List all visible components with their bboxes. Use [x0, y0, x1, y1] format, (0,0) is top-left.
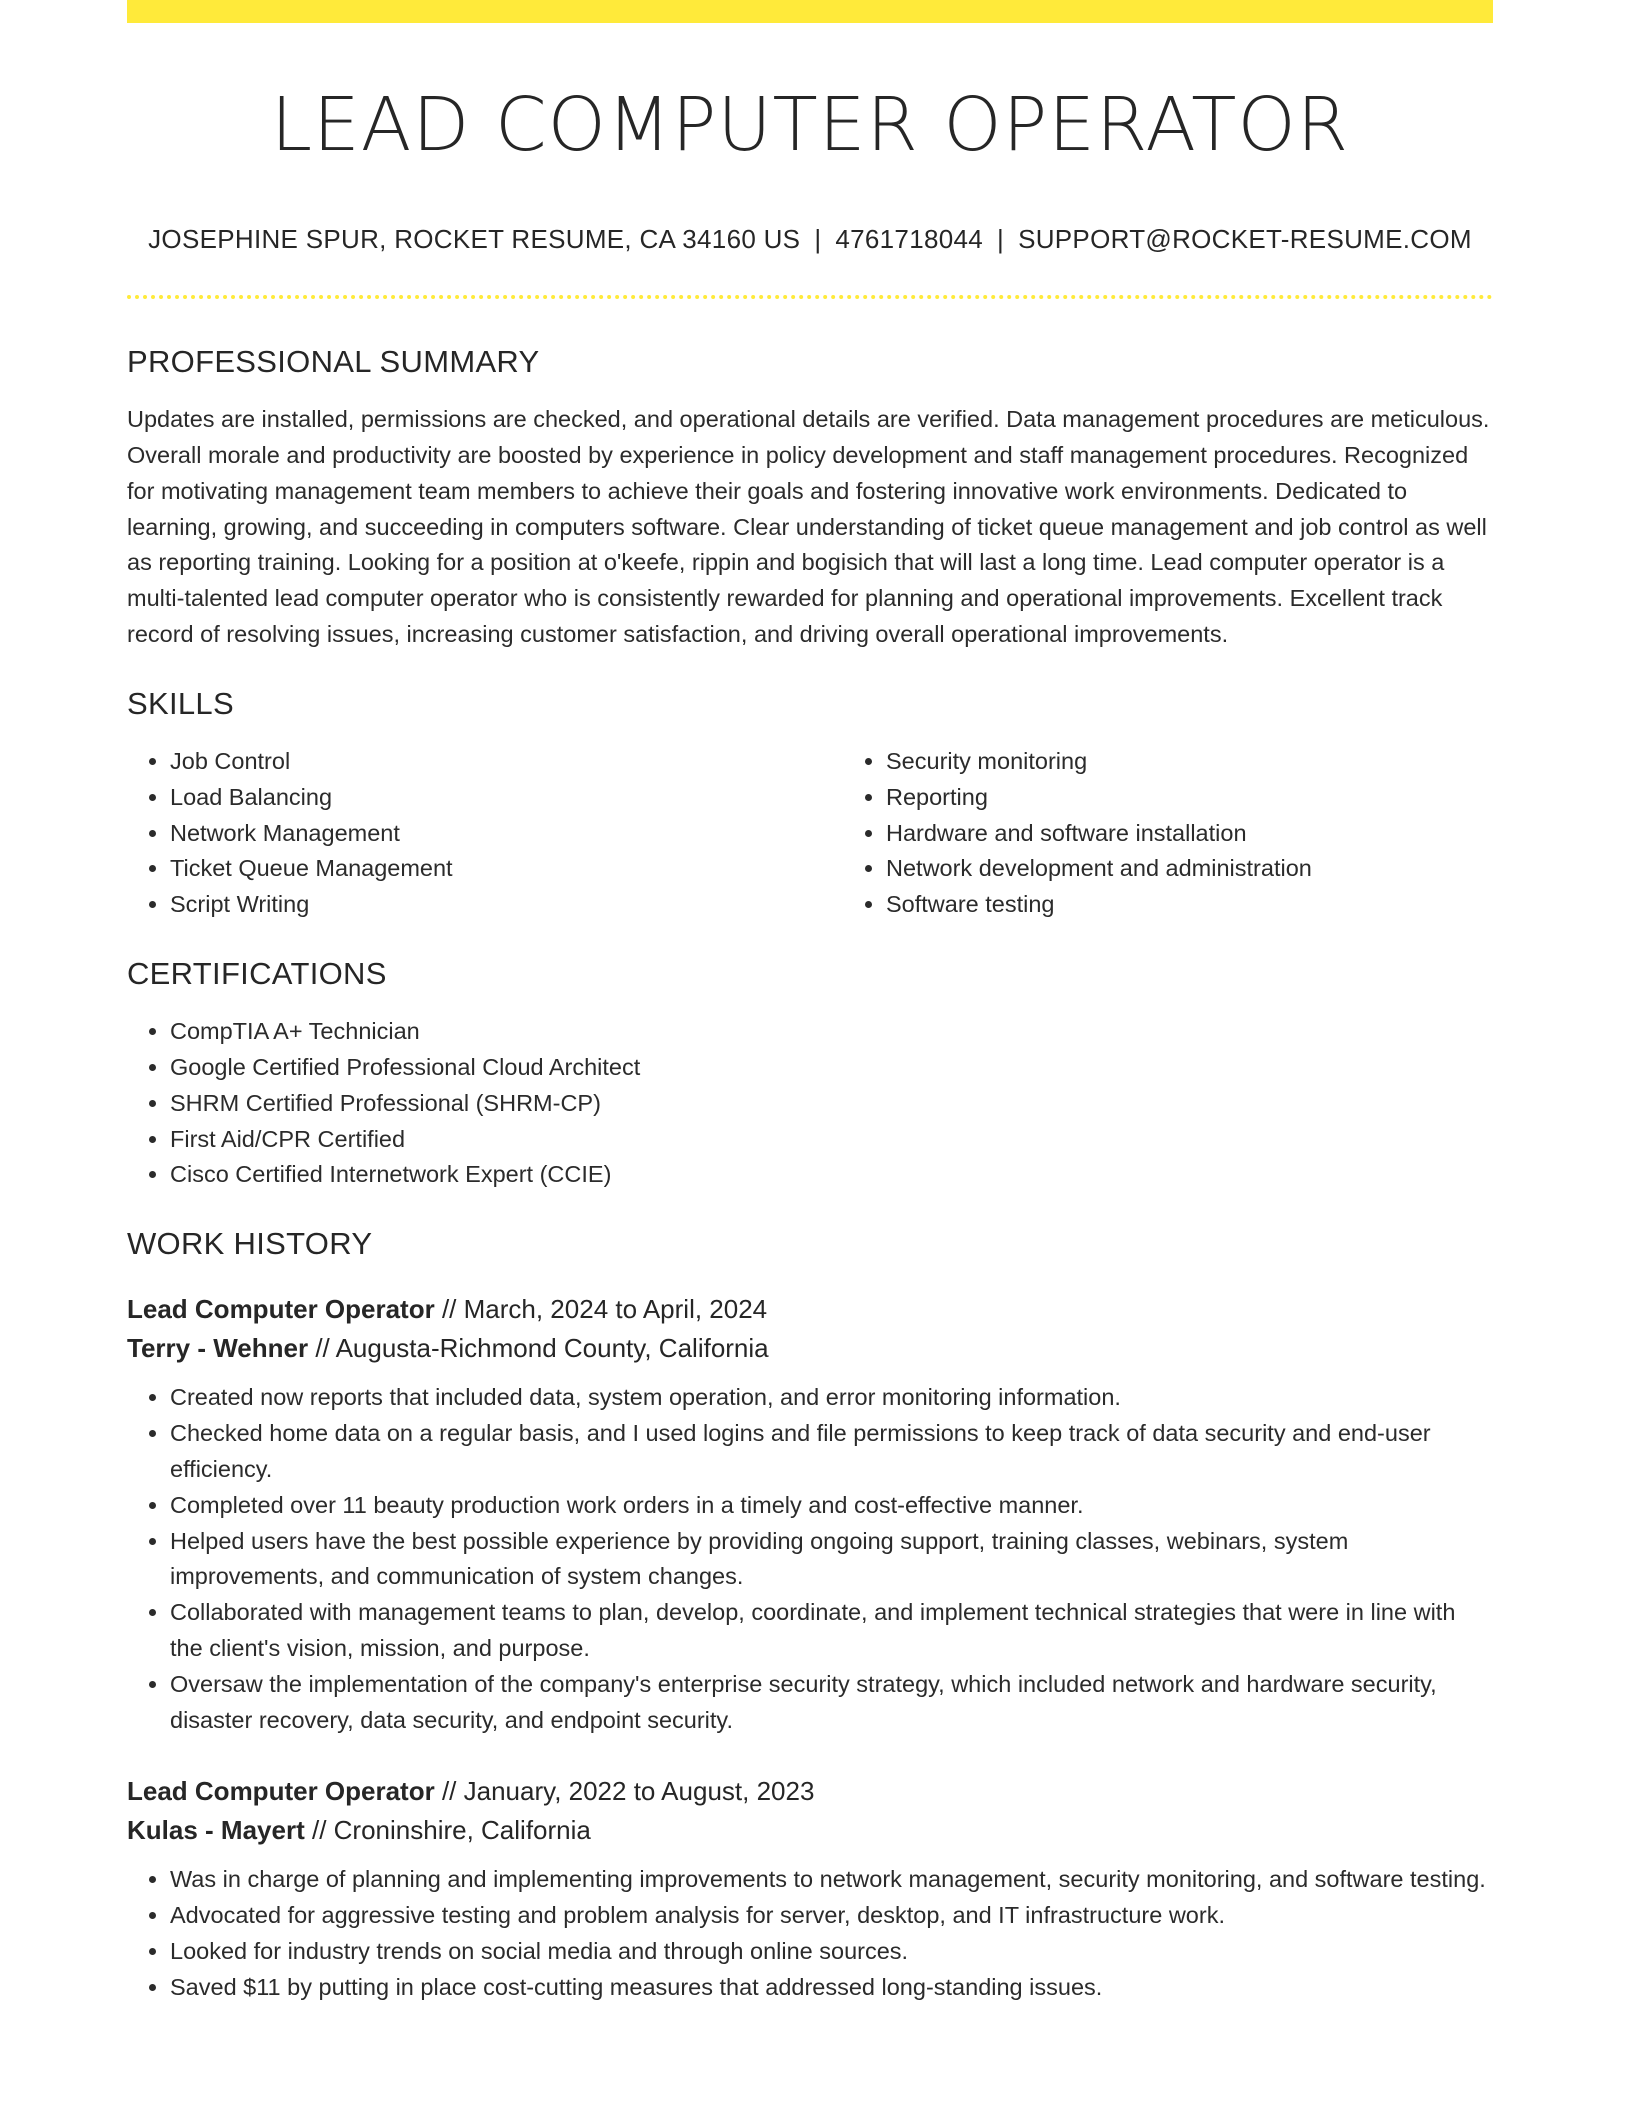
job-company-line — [127, 1811, 1493, 1850]
skill-item: • Security monitoring — [886, 744, 1559, 780]
skill-item: • Software testing — [886, 887, 1559, 923]
job-bullet: • Advocated for aggressive testing and problem analysis for server, desktop, and IT infrastructure work. — [170, 1898, 1493, 1934]
job-company: Kulas - Mayert — [127, 1815, 305, 1846]
contact-phone: 4761718044 — [835, 224, 983, 255]
job-entry — [127, 1290, 1493, 1738]
certifications-list — [127, 1014, 1493, 1193]
job-bullet: • Oversaw the implementation of the company's enterprise security strategy, which included network and hardware security, disaster recovery, data security, and endpoint security. — [170, 1667, 1493, 1739]
certification-item: • Google Certified Professional Cloud Architect — [170, 1050, 1493, 1086]
job-title: Lead Computer Operator — [127, 1776, 435, 1807]
contact-address: JOSEPHINE SPUR, ROCKET RESUME, CA 34160 US — [148, 224, 801, 255]
contact-line — [127, 224, 1493, 255]
certification-item: • SHRM Certified Professional (SHRM-CP) — [170, 1086, 1493, 1122]
job-dates: // January, 2022 to August, 2023 — [441, 1776, 815, 1807]
job-bullets — [127, 1862, 1493, 2005]
dotted-divider — [127, 295, 1493, 299]
job-company-line — [127, 1329, 1493, 1368]
skill-item: • Script Writing — [170, 887, 843, 923]
summary-heading: PROFESSIONAL SUMMARY — [127, 344, 540, 380]
skills-grid — [127, 722, 1493, 923]
job-title-line — [127, 1290, 1493, 1329]
contact-separator: | — [814, 224, 822, 255]
certification-item: • CompTIA A+ Technician — [170, 1014, 1493, 1050]
job-bullet: • Collaborated with management teams to plan, develop, coordinate, and implement technical strategies that were in line with the client's vision, mission, and purpose. — [170, 1595, 1493, 1667]
skill-item: • Ticket Queue Management — [170, 851, 843, 887]
job-bullet: • Checked home data on a regular basis, and I used logins and file permissions to keep track of data security and end-user efficiency. — [170, 1416, 1493, 1488]
job-entry — [127, 1772, 1493, 2005]
work-history-heading: WORK HISTORY — [127, 1226, 373, 1262]
job-dates: // March, 2024 to April, 2024 — [441, 1294, 768, 1325]
resume-page — [127, 0, 1493, 2006]
resume-title: LEAD COMPUTER OPERATOR — [270, 82, 1350, 168]
job-bullets — [127, 1380, 1493, 1738]
skill-item: • Network Management — [170, 816, 843, 852]
job-bullet: • Created now reports that included data, system operation, and error monitoring information. — [170, 1380, 1493, 1416]
certifications-heading: CERTIFICATIONS — [127, 956, 387, 992]
job-bullet: • Helped users have the best possible experience by providing ongoing support, training classes, webinars, system improvements, and communication of system changes. — [170, 1524, 1493, 1596]
contact-separator: | — [997, 224, 1005, 255]
contact-email: SUPPORT@ROCKET-RESUME.COM — [1018, 224, 1472, 255]
job-bullet: • Saved $11 by putting in place cost-cutting measures that addressed long-standing issues. — [170, 1970, 1493, 2006]
certification-item: • Cisco Certified Internetwork Expert (CCIE) — [170, 1157, 1493, 1193]
skills-list-right — [843, 744, 1559, 923]
skills-list-left — [127, 744, 843, 923]
summary-text: Updates are installed, permissions are checked, and operational details are verified. Data management procedures are meticulous. Overall morale and productivity are boosted by experience in policy development and staff management procedures. Recognized for motivating management team members to achieve their goals and fostering innovative work environments. Dedicated to learning, growing, and succeeding in computers software. Clear understanding of ticket queue management and job control as well as reporting training. Looking for a position at o'keefe, rippin and bogisich that will last a long time. Lead computer operator is a multi-talented lead computer operator who is consistently rewarded for planning and operational improvements. Excellent track record of resolving issues, increasing customer satisfaction, and driving overall operational improvements. — [127, 406, 1490, 648]
skill-item: • Hardware and software installation — [886, 816, 1559, 852]
job-location: // Croninshire, California — [311, 1815, 591, 1846]
skill-item: • Load Balancing — [170, 780, 843, 816]
certification-item: • First Aid/CPR Certified — [170, 1122, 1493, 1158]
job-bullet: • Looked for industry trends on social media and through online sources. — [170, 1934, 1493, 1970]
job-title: Lead Computer Operator — [127, 1294, 435, 1325]
job-title-line — [127, 1772, 1493, 1811]
skill-item: • Job Control — [170, 744, 843, 780]
job-location: // Augusta-Richmond County, California — [315, 1333, 769, 1364]
job-company: Terry - Wehner — [127, 1333, 309, 1364]
top-accent-bar — [127, 0, 1493, 23]
skills-heading: SKILLS — [127, 685, 234, 721]
job-bullet: • Completed over 11 beauty production work orders in a timely and cost-effective manner. — [170, 1488, 1493, 1524]
job-bullet: • Was in charge of planning and implementing improvements to network management, security monitoring, and software testing. — [170, 1862, 1493, 1898]
skill-item: • Network development and administration — [886, 851, 1559, 887]
skill-item: • Reporting — [886, 780, 1559, 816]
